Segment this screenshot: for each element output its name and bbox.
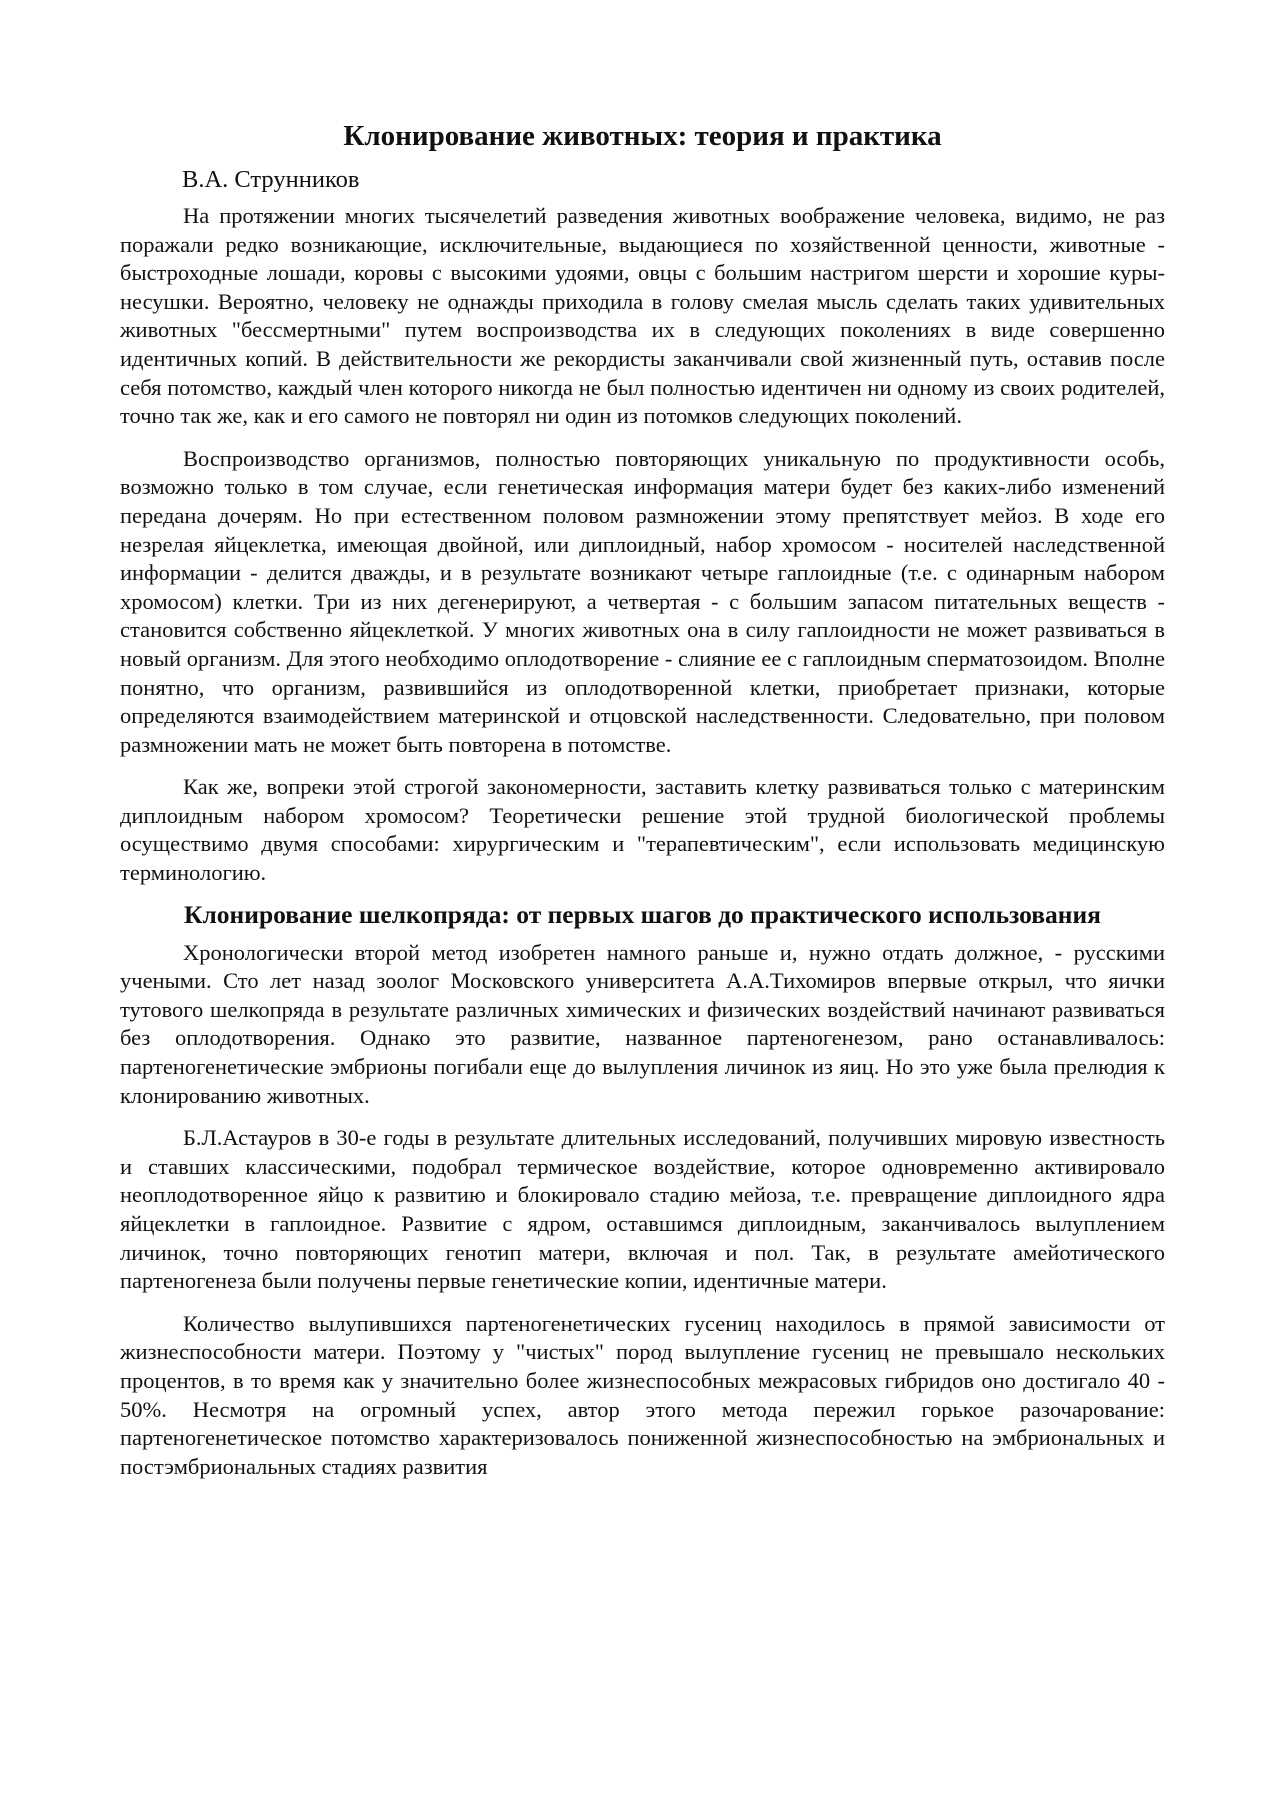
paragraph: Б.Л.Астауров в 30-е годы в результате длительных исследований, получивших мировую известность и ставших классическими, подобрал термическое воздействие, которое одновременно активировало неоплодотворенное яйцо к развитию и блокировало стадию мейоза, т.е. превращение диплоидного ядра яйцеклетки в гаплоидное. Развитие с ядром, оставшимся диплоидным, заканчивалось вылуплением личинок, точно повторяющих генотип матери, включая и пол. Так, в результате амейотического партеногенеза были получены первые генетические копии, идентичные матери. bbox=[120, 1125, 1165, 1294]
paragraph: Хронологически второй метод изобретен намного раньше и, нужно отдать должное, - русскими учеными. Сто лет назад зоолог Московского университета А.А.Тихомиров впервые открыл, что яички тутового шелкопряда в результате различных химических и физических воздействий начинают развиваться без оплодотворения. Однако это развитие, названное партеногенезом, рано останавливалось: партеногенетические эмбрионы погибали еще до вылупления личинок из яиц. Но это уже была прелюдия к клонированию животных. bbox=[120, 939, 1165, 1108]
section-heading: Клонирование шелкопряда: от первых шагов до практического использования bbox=[184, 899, 1101, 929]
paragraph: Количество вылупившихся партеногенетических гусениц находилось в прямой зависимости от жизнеспособности матери. Поэтому у "чистых" пород вылупление гусениц не превышало нескольких процентов, в то время как у значительно более жизнеспособных межрасовых гибридов оно достигало 40 - 50%. Несмотря на огромный успех, автор этого метода пережил горькое разочарование: партеногенетическое потомство характеризовалось пониженной жизнеспособностью на эмбриональных и постэмбриональных стадиях развития bbox=[120, 1310, 1165, 1479]
document-author: В.А. Струнников bbox=[182, 166, 360, 193]
paragraph: Воспроизводство организмов, полностью повторяющих уникальную по продуктивности особь, возможно только в том случае, если генетическая информация матери будет без каких-либо изменений передана дочерям. Но при естественном половом размножении этому препятствует мейоз. В ходе его незрелая яйцеклетка, имеющая двойной, или диплоидный, набор хромосом - носителей наследственной информации - делится дважды, и в результате возникают четыре гаплоидные (т.е. с одинарным набором хромосом) клетки. Три из них дегенерируют, а четвертая - с большим запасом питательных веществ - становится собственно яйцеклеткой. У многих животных она в силу гаплоидности не может развиваться в новый организм. Для этого необходимо оплодотворение - слияние ее с гаплоидным сперматозоидом. Вполне понятно, что организм, развившийся из оплодотворенной клетки, приобретает признаки, которые определяются взаимодействием материнской и отцовской наследственности. Следовательно, при половом размножении мать не может быть повторена в потомстве. bbox=[120, 445, 1165, 757]
paragraph: Как же, вопреки этой строгой закономерности, заставить клетку развиваться только с материнским диплоидным набором хромосом? Теоретически решение этой трудной биологической проблемы осуществимо двумя способами: хирургическим и "терапевтическим", если использовать медицинскую терминологию. bbox=[120, 774, 1165, 886]
paragraph: На протяжении многих тысячелетий разведения животных воображение человека, видимо, не раз поражали редко возникающие, исключительные, выдающиеся по хозяйственной ценности, животные - быстроходные лошади, коровы с высокими удоями, овцы с большим настригом шерсти и хорошие куры-несушки. Вероятно, человеку не однажды приходила в голову смелая мысль сделать таких удивительных животных "бессмертными" путем воспроизводства их в следующих поколениях в виде совершенно идентичных копий. В действительности же рекордисты заканчивали свой жизненный путь, оставив после себя потомство, каждый член которого никогда не был полностью идентичен ни одному из своих родителей, точно так же, как и его самого не повторял ни один из потомков следующих поколений. bbox=[120, 203, 1165, 429]
document-body bbox=[120, 118, 1165, 1481]
document-title: Клонирование животных: теория и практика bbox=[343, 120, 942, 152]
